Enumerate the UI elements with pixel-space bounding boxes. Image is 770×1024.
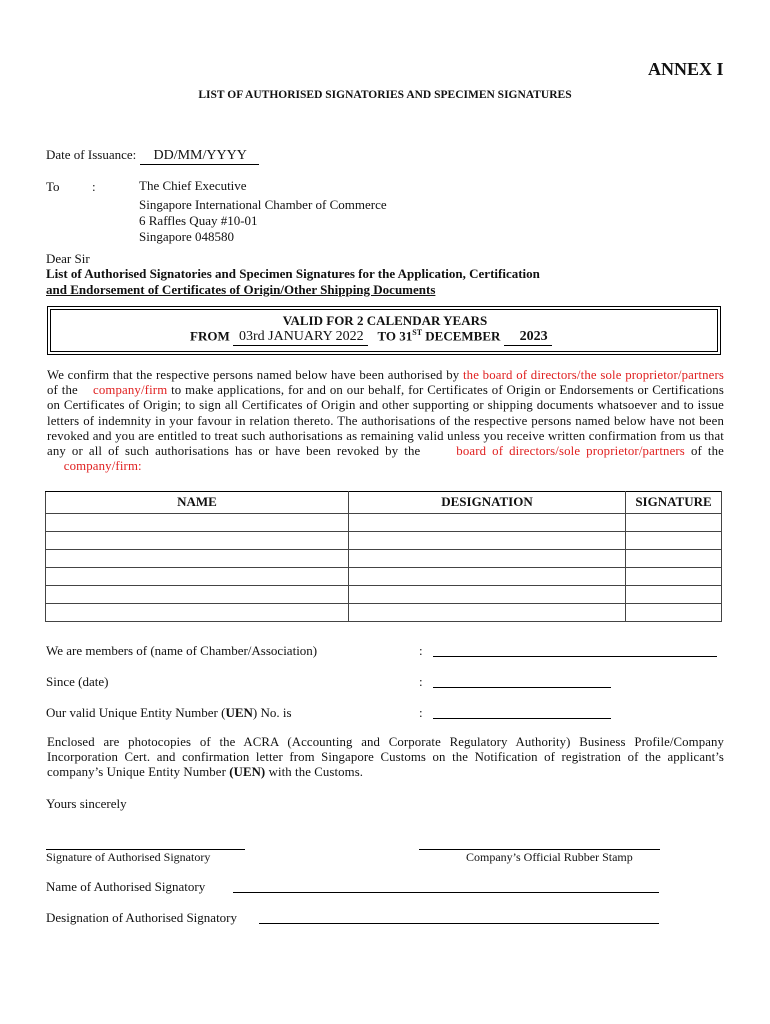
table-row <box>46 532 722 550</box>
document-title: LIST OF AUTHORISED SIGNATORIES AND SPECIMEN SIGNATURES <box>198 89 572 101</box>
name-label: Name of Authorised Signatory <box>46 879 206 894</box>
name-cell[interactable] <box>46 586 349 604</box>
column-header-signature: SIGNATURE <box>626 492 722 514</box>
signature-cell[interactable] <box>626 532 722 550</box>
uen-label-bold: UEN <box>225 705 253 720</box>
uen-colon: : <box>419 705 423 720</box>
signatories-table <box>45 491 722 622</box>
name-cell[interactable] <box>46 550 349 568</box>
enclosed-paragraph <box>47 735 724 781</box>
enclosed-suffix: with the Customs. <box>268 765 364 780</box>
since-label: Since (date) <box>46 674 109 689</box>
recipient-line-2: Singapore International Chamber of Commerce <box>139 197 387 212</box>
subject-line-2: and Endorsement of Certificates of Origin/Other Shipping Documents <box>46 282 436 297</box>
signature-cell[interactable] <box>626 586 722 604</box>
since-input-line[interactable] <box>433 675 611 693</box>
validity-to-label: TO 31 <box>377 328 413 344</box>
table-row <box>46 568 722 586</box>
table-row <box>46 586 722 604</box>
signature-cell[interactable] <box>626 550 722 568</box>
validity-to-year: 2023 <box>519 329 548 345</box>
validity-from-label: FROM <box>190 328 230 344</box>
table-header-row <box>46 492 722 514</box>
column-header-designation: DESIGNATION <box>349 492 626 514</box>
name-cell[interactable] <box>46 532 349 550</box>
validity-to-year-field[interactable] <box>504 329 552 346</box>
enclosed-text: Enclosed are photocopies of the ACRA (Accounting and Corporate Regulatory Authority) Business Profile/Company Incorporation Cert. and confirmation letter from Singapore Customs on the Notification of registration of the applicant’s company’s Unique Entity Number <box>47 735 724 780</box>
validity-period <box>190 328 552 346</box>
designation-cell[interactable] <box>349 514 626 532</box>
table-row <box>46 514 722 532</box>
designation-cell[interactable] <box>349 604 626 622</box>
para-highlight-4: company/firm: <box>63 459 142 474</box>
issuance-date-field[interactable] <box>140 148 259 165</box>
validity-to-month: DECEMBER <box>425 328 501 344</box>
designation-input-line[interactable] <box>259 911 659 929</box>
para-highlight-3: board of directors/sole proprietor/partners <box>456 444 685 459</box>
name-cell[interactable] <box>46 604 349 622</box>
table-row <box>46 604 722 622</box>
signature-cell[interactable] <box>626 568 722 586</box>
name-cell[interactable] <box>46 568 349 586</box>
para-text-1: We confirm that the respective persons named below have been authorised by <box>47 368 460 382</box>
designation-cell[interactable] <box>349 568 626 586</box>
recipient-line-3: 6 Raffles Quay #10-01 <box>139 213 258 228</box>
name-input-line[interactable] <box>233 880 659 898</box>
enclosed-uen: (UEN) <box>229 765 266 780</box>
subject-line-1: List of Authorised Signatories and Specimen Signatures for the Application, Certification <box>46 266 540 281</box>
table-body <box>46 514 722 622</box>
to-colon: : <box>92 179 96 194</box>
stamp-caption: Company’s Official Rubber Stamp <box>466 850 633 864</box>
designation-cell[interactable] <box>349 586 626 604</box>
annex-label: ANNEX I <box>648 59 724 79</box>
chamber-input-line[interactable] <box>433 644 717 662</box>
designation-cell[interactable] <box>349 532 626 550</box>
issuance-row <box>46 147 259 165</box>
closing: Yours sincerely <box>46 796 127 811</box>
salutation: Dear Sir <box>46 251 90 266</box>
designation-cell[interactable] <box>349 550 626 568</box>
recipient-line-1: The Chief Executive <box>139 178 247 193</box>
validity-to-sup: ST <box>412 328 423 337</box>
uen-label-prefix: Our valid Unique Entity Number ( <box>46 705 226 720</box>
designation-label: Designation of Authorised Signatory <box>46 910 238 925</box>
para-highlight-2: company/firm <box>93 383 168 398</box>
validity-heading: VALID FOR 2 CALENDAR YEARS <box>282 313 488 328</box>
uen-label-suffix: ) No. is <box>252 705 292 720</box>
signature-cell[interactable] <box>626 514 722 532</box>
para-highlight-1: the board of directors/the sole proprietor/partners <box>462 368 724 382</box>
name-cell[interactable] <box>46 514 349 532</box>
signature-caption: Signature of Authorised Signatory <box>46 850 211 864</box>
table-row <box>46 550 722 568</box>
para-text-2: of the <box>47 383 78 398</box>
to-label: To <box>46 179 60 194</box>
issuance-label: Date of Issuance: <box>46 147 137 162</box>
uen-label <box>46 705 292 721</box>
issuance-date-value: DD/MM/YYYY <box>153 148 247 163</box>
confirmation-paragraph <box>47 368 724 474</box>
para-text-3: to make applications, for and on our behalf, for Certificates of Origin or Endorsements or Certifications on Certificates of Origin; to sign all Certificates of Origin and other supporting or shipping documents whatsoever and to issue letters of indemnity in your favour in relation thereto. The authorisations of the respective persons named below have not been revoked and you are entitled to treat such authorisations as remaining valid unless you receive written confirmation from us that any or all of such authorisations has or have been revoked by the <box>47 383 724 459</box>
since-colon: : <box>419 674 423 689</box>
validity-from-field[interactable] <box>233 329 368 346</box>
uen-input-line[interactable] <box>433 706 611 724</box>
signature-cell[interactable] <box>626 604 722 622</box>
chamber-label: We are members of (name of Chamber/Association) <box>46 643 318 658</box>
para-text-4: of the <box>690 444 724 459</box>
recipient-line-4: Singapore 048580 <box>139 229 234 244</box>
validity-from-value: 03rd JANUARY 2022 <box>238 329 364 345</box>
column-header-name: NAME <box>46 492 349 514</box>
chamber-colon: : <box>419 643 423 658</box>
